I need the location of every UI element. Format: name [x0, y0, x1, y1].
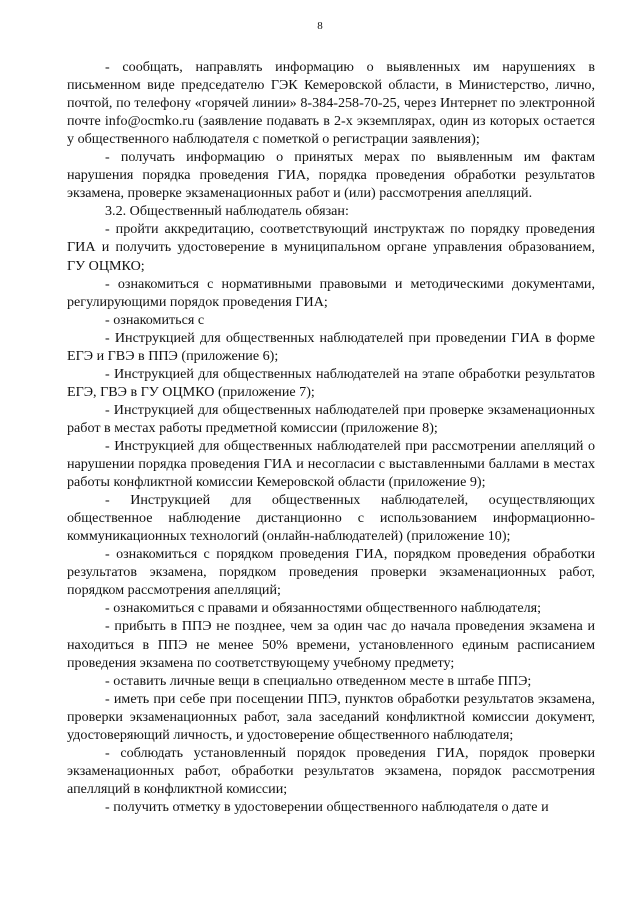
paragraph: - прибыть в ППЭ не позднее, чем за один час до начала проведения экзамена и находиться в ППЭ не менее 50% времени, установленного единым расписанием проведения экзамена по соответствующему учебному предмету; [67, 618, 595, 671]
paragraph: - получить отметку в удостоверении общественного наблюдателя о дате и [105, 798, 549, 815]
paragraph: - Инструкцией для общественных наблюдателей, осуществляющих общественное наблюдение дистанционно с использованием информационно-коммуникационных технологий (онлайн-наблюдателей) (приложение 10); [67, 492, 595, 545]
paragraph: - сообщать, направлять информацию о выявленных им нарушениях в письменном виде председателю ГЭК Кемеровской области, в Министерство, лично, почтой, по телефону «горячей линии» 8-384-258-70-25, через Интернет по электронной почте info@ocmko.ru (заявление подавать в 2-х экземплярах, один из которых остается у общественного наблюдателя с пометкой о регистрации заявления); [67, 59, 595, 148]
section-heading: 3.2. Общественный наблюдатель обязан: [105, 203, 349, 220]
paragraph: - Инструкцией для общественных наблюдателей при проверке экзаменационных работ в местах работы предметной комиссии (приложение 8); [67, 401, 595, 436]
paragraph: - соблюдать установленный порядок проведения ГИА, порядок проверки экзаменационных работ, обработки результатов экзамена, порядок рассмотрения апелляций в конфликтной комиссии; [67, 744, 595, 797]
paragraph: - получать информацию о принятых мерах по выявленным им фактам нарушения порядка проведения ГИА, порядка проведения обработки результатов экзамена, проверке экзаменационных работ и (или) рассмотрения апелляций. [67, 149, 595, 202]
paragraph: - ознакомиться с нормативными правовыми и методическими документами, регулирующими порядок проведения ГИА; [67, 275, 595, 310]
paragraph: - ознакомиться с правами и обязанностями общественного наблюдателя; [105, 600, 542, 617]
page-number: 8 [317, 20, 323, 32]
paragraph: - Инструкцией для общественных наблюдателей на этапе обработки результатов ЕГЭ, ГВЭ в ГУ ОЦМКО (приложение 7); [67, 365, 595, 400]
paragraph: - Инструкцией для общественных наблюдателей при рассмотрении апелляций о нарушении порядка проведения ГИА и несогласии с выставленными баллами в местах работы конфликтной комиссии Кемеровской области (приложение 9); [67, 437, 595, 491]
paragraph: - ознакомиться с порядком проведения ГИА, порядком проведения обработки результатов экзамена, порядком проведения проверки экзаменационных работ, порядком рассмотрения апелляций; [67, 546, 595, 599]
paragraph: - иметь при себе при посещении ППЭ, пунктов обработки результатов экзамена, проверки экзаменационных работ, зала заседаний конфликтной комиссии документ, удостоверяющий личность, и удостоверение общественного наблюдателя; [67, 690, 595, 743]
paragraph: - пройти аккредитацию, соответствующий инструктаж по порядку проведения ГИА и получить удостоверение в муниципальном органе управления образованием, ГУ ОЦМКО; [67, 221, 595, 274]
document-body [67, 58, 595, 816]
paragraph: - оставить личные вещи в специально отведенном месте в штабе ППЭ; [105, 672, 532, 689]
paragraph: - ознакомиться с [105, 311, 205, 328]
paragraph: - Инструкцией для общественных наблюдателей при проведении ГИА в форме ЕГЭ и ГВЭ в ППЭ (приложение 6); [67, 329, 595, 364]
